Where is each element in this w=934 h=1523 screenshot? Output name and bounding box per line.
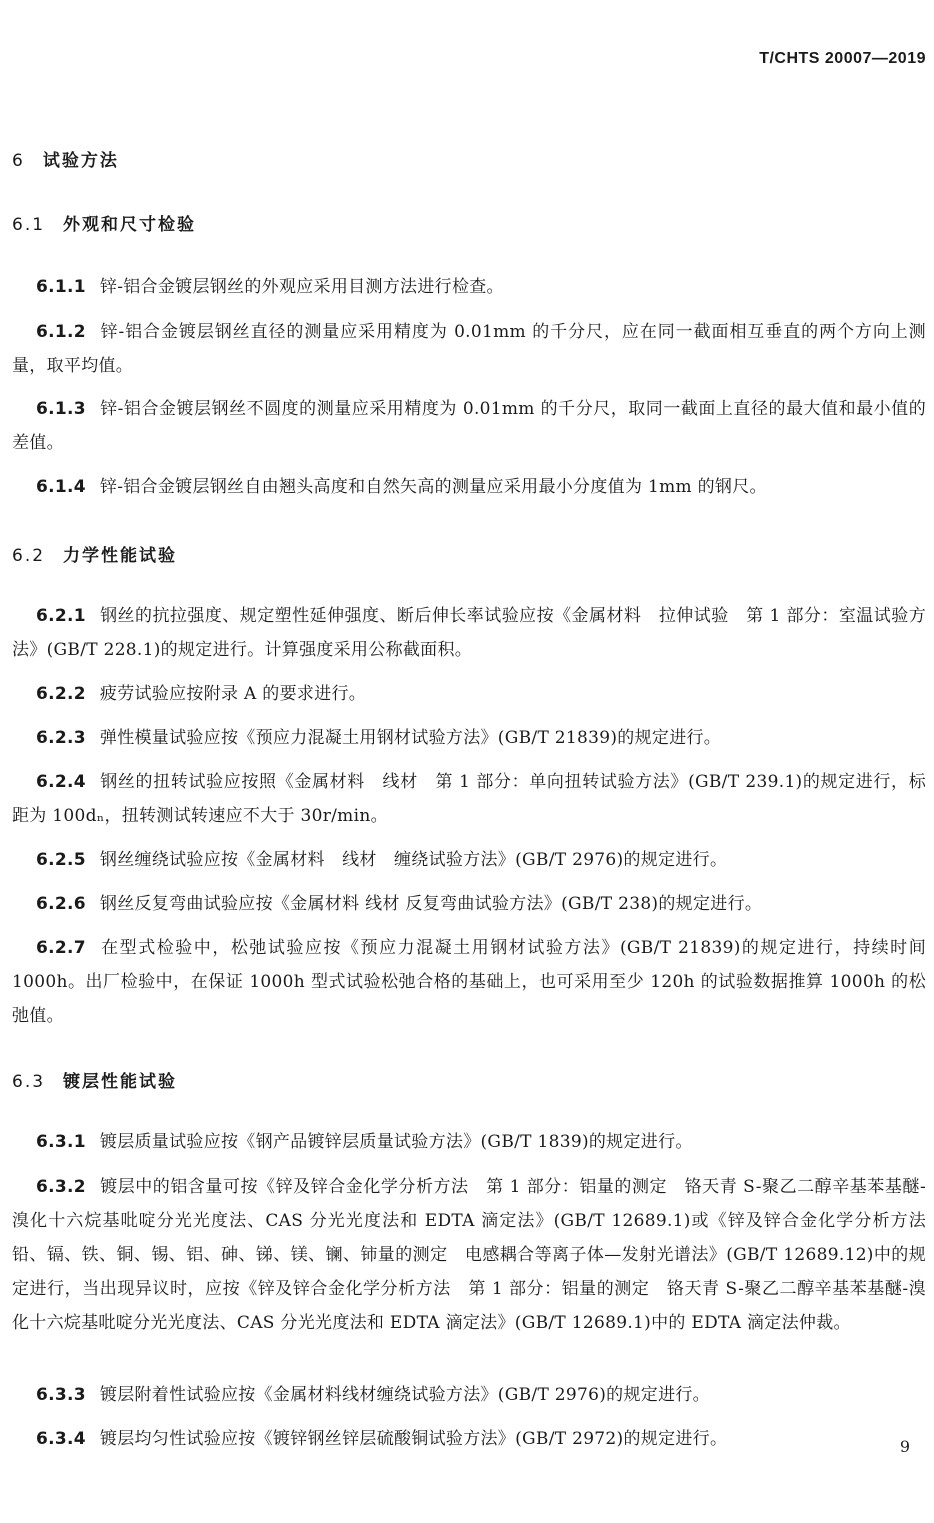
clause-number: 6.1.4	[36, 477, 86, 497]
section-title: 力学性能试验	[63, 546, 178, 566]
paragraph-6-3-3	[12, 1378, 926, 1412]
section-heading-6-3	[12, 1067, 177, 1092]
section-number: 6.3	[12, 1072, 46, 1092]
paragraph-6-1-4	[12, 470, 926, 504]
document-code: T/CHTS 20007—2019	[759, 50, 926, 67]
clause-number: 6.2.7	[36, 938, 86, 958]
clause-number: 6.2.3	[36, 728, 86, 748]
clause-number: 6.3.3	[36, 1385, 86, 1405]
paragraph-6-2-1	[12, 599, 926, 667]
clause-text: 镀层中的铝含量可按《锌及锌合金化学分析方法 第 1 部分：铝量的测定 铬天青 S-聚乙二醇辛基苯基醚-溴化十六烷基吡啶分光光度法、CAS 分光光度法和 EDTA 滴定法》(GB/T 12689.1)或《锌及锌合金化学分析方法 铅、镉、铁、铜、锡、铝、砷、锑、镁、镧、铈量的测定 电感耦合等离子体—发射光谱法》(GB/T 12689.12)中的规定进行，当出现异议时，应按《锌及锌合金化学分析方法 第 1 部分：铝量的测定 铬天青 S-聚乙二醇辛基苯基醚-溴化十六烷基吡啶分光光度法、CAS 分光光度法和 EDTA 滴定法》(GB/T 12689.1)中的 EDTA 滴定法仲裁。	[12, 1177, 926, 1333]
section-title: 外观和尺寸检验	[63, 215, 197, 235]
clause-number: 6.1.3	[36, 399, 86, 419]
paragraph-6-2-6	[12, 887, 926, 921]
clause-text: 钢丝反复弯曲试验应按《金属材料 线材 反复弯曲试验方法》(GB/T 238)的规定进行。	[99, 894, 763, 914]
clause-number: 6.2.6	[36, 894, 86, 914]
clause-text: 疲劳试验应按附录 A 的要求进行。	[99, 684, 367, 704]
section-number: 6	[12, 151, 25, 171]
page-number: 9	[899, 1437, 910, 1456]
section-number: 6.2	[12, 546, 46, 566]
clause-text: 镀层附着性试验应按《金属材料线材缠绕试验方法》(GB/T 2976)的规定进行。	[99, 1385, 710, 1405]
clause-text: 锌-铝合金镀层钢丝不圆度的测量应采用精度为 0.01mm 的千分尺，取同一截面上直径的最大值和最小值的差值。	[12, 399, 926, 453]
clause-number: 6.2.5	[36, 850, 86, 870]
paragraph-6-3-4	[12, 1422, 926, 1456]
clause-text: 镀层均匀性试验应按《镀锌钢丝锌层硫酸铜试验方法》(GB/T 2972)的规定进行。	[99, 1429, 728, 1449]
clause-text: 弹性模量试验应按《预应力混凝土用钢材试验方法》(GB/T 21839)的规定进行。	[99, 728, 722, 748]
paragraph-6-1-1	[12, 270, 926, 304]
section-number: 6.1	[12, 215, 46, 235]
clause-number: 6.3.1	[36, 1132, 86, 1152]
section-heading-6-2	[12, 541, 177, 566]
clause-text: 锌-铝合金镀层钢丝自由翘头高度和自然矢高的测量应采用最小分度值为 1mm 的钢尺。	[99, 477, 767, 497]
paragraph-6-1-3	[12, 392, 926, 460]
paragraph-6-3-2	[12, 1170, 926, 1340]
paragraph-6-2-3	[12, 721, 926, 755]
clause-text: 镀层质量试验应按《钢产品镀锌层质量试验方法》(GB/T 1839)的规定进行。	[99, 1132, 693, 1152]
section-heading-6	[12, 146, 119, 171]
paragraph-6-2-7	[12, 931, 926, 1033]
clause-number: 6.1.1	[36, 277, 86, 297]
section-title: 镀层性能试验	[63, 1072, 178, 1092]
clause-number: 6.2.4	[36, 772, 86, 792]
paragraph-6-3-1	[12, 1125, 926, 1159]
clause-text: 钢丝的扭转试验应按照《金属材料 线材 第 1 部分：单向扭转试验方法》(GB/T 239.1)的规定进行，标距为 100dₙ，扭转测试转速应不大于 30r/min。	[12, 772, 926, 826]
clause-text: 锌-铝合金镀层钢丝的外观应采用目测方法进行检查。	[99, 277, 504, 297]
paragraph-6-1-2	[12, 315, 926, 383]
clause-text: 钢丝的抗拉强度、规定塑性延伸强度、断后伸长率试验应按《金属材料 拉伸试验 第 1 部分：室温试验方法》(GB/T 228.1)的规定进行。计算强度采用公称截面积。	[12, 606, 926, 660]
clause-text: 在型式检验中，松弛试验应按《预应力混凝土用钢材试验方法》(GB/T 21839)的规定进行，持续时间 1000h。出厂检验中，在保证 1000h 型式试验松弛合格的基础上，也可采用至少 120h 的试验数据推算 1000h 的松弛值。	[12, 938, 926, 1026]
clause-number: 6.3.2	[36, 1177, 86, 1197]
clause-text: 钢丝缠绕试验应按《金属材料 线材 缠绕试验方法》(GB/T 2976)的规定进行。	[99, 850, 728, 870]
paragraph-6-2-2	[12, 677, 926, 711]
clause-number: 6.2.2	[36, 684, 86, 704]
paragraph-6-2-4	[12, 765, 926, 833]
clause-text: 锌-铝合金镀层钢丝直径的测量应采用精度为 0.01mm 的千分尺，应在同一截面相互垂直的两个方向上测量，取平均值。	[12, 322, 926, 376]
clause-number: 6.3.4	[36, 1429, 86, 1449]
clause-number: 6.1.2	[36, 322, 86, 342]
paragraph-6-2-5	[12, 843, 926, 877]
section-title: 试验方法	[42, 151, 119, 171]
section-heading-6-1	[12, 210, 196, 235]
clause-number: 6.2.1	[36, 606, 86, 626]
